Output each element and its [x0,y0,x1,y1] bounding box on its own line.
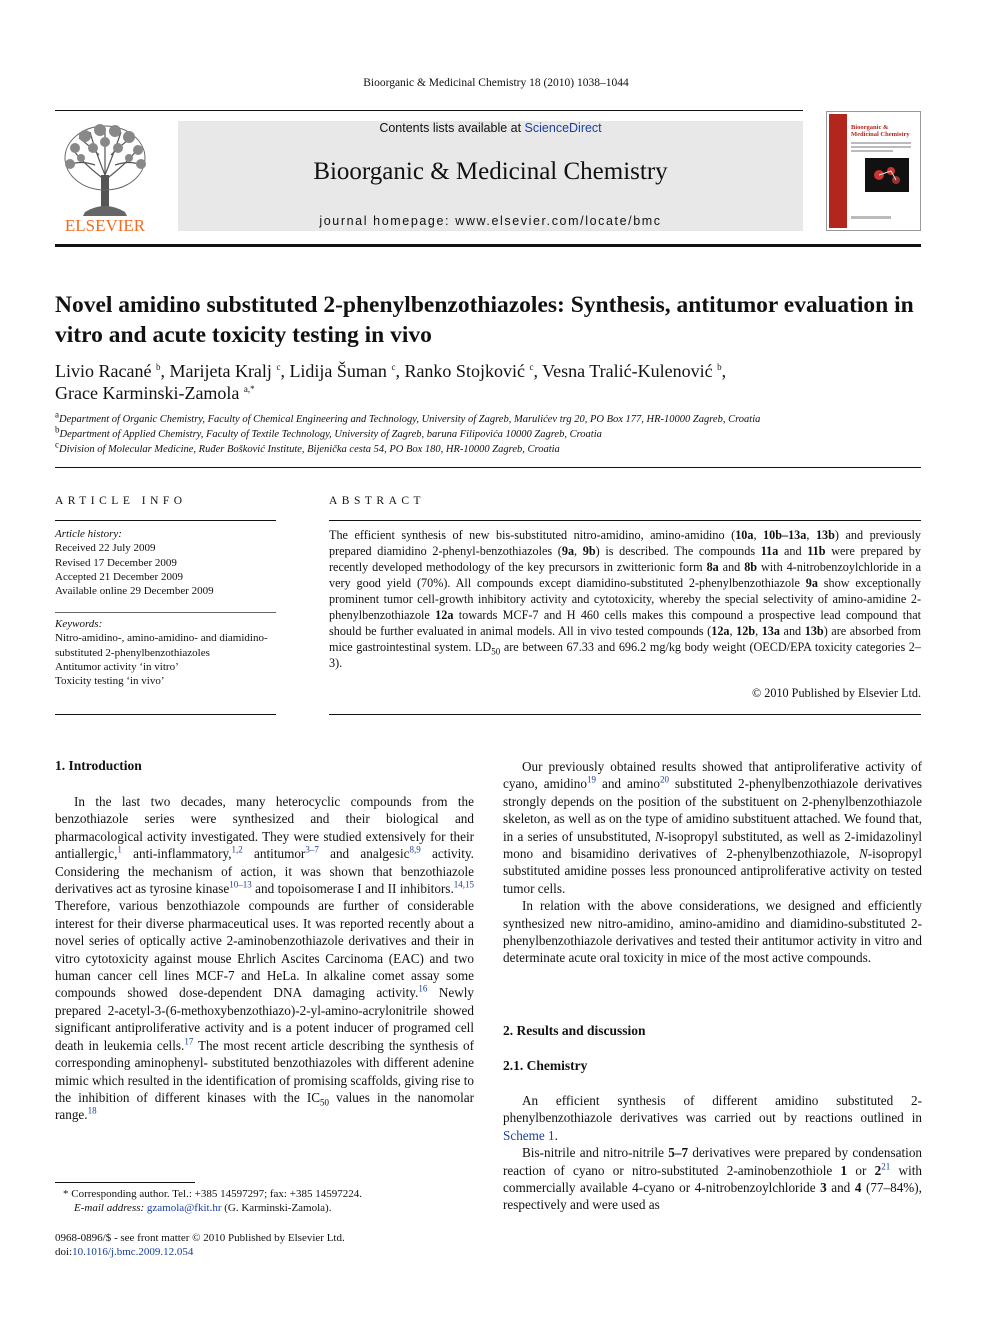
author[interactable]: Marijeta Kralj $^c$ [169,361,281,381]
email-link[interactable]: gzamola@fkit.hr [146,1202,222,1214]
footnotes [55,1187,474,1215]
chemistry-body [503,1092,922,1214]
abstract-copyright: © 2010 Published by Elsevier Ltd. [751,686,921,700]
author[interactable]: Ranko Stojković $^c$ [404,361,534,381]
reference-link[interactable]: 21 [881,1161,891,1172]
paragraph: Bis-nitrile and nitro-nitrile 5–7 derivatives were prepared by condensation reaction of cyano or nitro-substituted 2-aminobenzothiole 1 or $2^{21}$ with commercially available 4-cyano or 4-nitrobenzoylchloride 3 and 4 (77–84%), respectively and were used as [503,1145,923,1213]
cover-footer [851,216,891,219]
keywords [55,617,276,688]
history-revised: Revised 17 December 2009 [55,556,177,569]
elsevier-wordmark: ELSEVIER [64,216,146,235]
contents-prefix: Contents lists available at [379,121,525,135]
paragraph: In the last two decades, many heterocyclic compounds from the benzothiazole series were synthesized and their biological and pharmacological activity investigated. They were studied extensively for their antiallergic,$^1$ anti-inflammatory,$^{1,2}$ antitumor$^{3-7}$ and analgesic$^{8,9}$ activity. Considering the mechanism of action, it was shown that benzothiazole derivatives act as tyrosine kinase$^{10-13}$ and topoisomerase I and II inhibitors.$^{14,15}$ Therefore, various benzothiazole compounds are further of considerable interest for their diverse pharmaceutical uses. It was reported recently about a novel series of optically active 2-aminobenzothiazole derivatives and their in vitro cytotoxicity against mouse Ehrlich Ascites Carcinoma (EAC) and two human cancer cell lines MCF-7 and HeLa. In alkaline comet assay some compounds showed dose-dependent DNA damaging activity.$^{16}$ Newly prepared 2-acetyl-3-(6-methoxybenzothiazo)-2-yl-amino-acrylonitrile showed significant antiproliferative activity and is a potent inducer of programed cell death in leukemia cells.$^{17}$ The most recent article describing the synthesis of corresponding aminophenyl- substituted benzothiazoles with different adenine mimic which resulted in the identification of promising scaffolds, giving rise to the inhibition of different kinases with the $IC_{50}$ values in the nanomolar range.$^{18}$ [55,794,475,1123]
reference-link[interactable]: 14,15 [453,879,474,890]
author[interactable]: Lidija Šuman $^c$ [289,361,396,381]
article-history [55,527,276,598]
author-list: Livio Racané $^b$, Marijeta Kralj $^c$, Lidija Šuman $^c$, Ranko Stojković $^c$, Vesna Tralić-Kulenović $^b$, Grace Karminski-Zamola $^{a,*}$ [55,361,727,403]
paragraph: Our previously obtained results showed that antiproliferative activity of cyano, amidino$^{19}$ and amino$^{20}$ substituted 2-phenylbenzothiazole derivatives strongly depends on the position of the substituent on 2-phenylbenzothiazole skeleton, as well as on the type of amidino substituent attached. We found that, in a series of unsubstituted, N-isopropyl substituted, as well as 2-imidazolinyl mono and bisamidino derivatives of 2-phenylbenzothiazole, N-isopropyl substituted amidine posses less pronounced antiproliferative activity on tested tumor cells. [503,759,922,896]
article-title: Novel amidino substituted 2-phenylbenzothiazoles: Synthesis, antitumor evaluation in vitro and acute toxicity testing in vivo [55,292,914,348]
section-heading-introduction: 1. Introduction [55,758,142,773]
introduction-body [55,793,474,1124]
paragraph: In relation with the above considerations, we designed and efficiently synthesized new nitro-amidino, amino-amidino and diamidino-substituted 2-phenylbenzothiazole derivatives and tested their antitumor activity in vitro and determinate acute oral toxicity in mice of the most active compounds. [503,898,922,966]
affiliation-c: $^c$Division of Molecular Medicine, Ruđer Bošković Institute, Bijenička cesta 54, PO Box 180, HR-10000 Zagreb, Croatia [55,439,560,455]
reference-link[interactable]: 19 [586,775,596,786]
journal-cover-thumbnail[interactable] [826,111,921,231]
contents-line [178,121,803,135]
reference-link[interactable]: 1 [117,844,122,855]
front-matter [55,1231,474,1259]
section-heading-results: 2. Results and discussion [503,1023,646,1038]
homepage-prefix: journal homepage: [319,214,456,228]
homepage-url-link[interactable]: www.elsevier.com/locate/bmc [455,214,662,228]
reference-link[interactable]: 1,2 [231,844,243,855]
affiliation-a: $^a$Department of Organic Chemistry, Faculty of Chemical Engineering and Technology, University of Zagreb, Marulićev trg 20, PO Box 177, HR-10000 Zagreb, Croatia [55,409,761,425]
doi-line: doi:10.1016/j.bmc.2009.12.054 [55,1246,194,1258]
keyword-item: Toxicity testing ‘in vivo’ [55,675,165,688]
cover-blurb [851,142,911,154]
right-column-body [503,758,922,967]
history-online: Available online 29 December 2009 [55,585,214,598]
issn-line: 0968-0896/$ - see front matter © 2010 Published by Elsevier Ltd. [55,1232,345,1244]
abstract-rule [329,714,921,715]
history-received: Received 22 July 2009 [55,542,156,555]
affiliation-b: $^b$Department of Applied Chemistry, Faculty of Textile Technology, University of Zagreb, baruna Filipovića 10000 Zagreb, Croatia [55,424,602,440]
reference-link[interactable]: 10–13 [229,879,252,890]
journal-homepage [178,214,803,228]
article-info-heading: ARTICLE INFO [55,495,187,507]
section-rule [55,467,921,468]
reference-link[interactable]: 18 [87,1105,97,1116]
history-label: Article history: [55,528,122,540]
author[interactable]: Vesna Tralić-Kulenović $^b$ [542,361,722,381]
corresponding-author-note: * Corresponding author. Tel.: +385 14597297; fax: +385 14597224. [63,1188,362,1200]
reference-link[interactable]: 3–7 [305,844,319,855]
doi-link[interactable]: 10.1016/j.bmc.2009.12.054 [72,1246,194,1258]
abstract-body: The efficient synthesis of new bis-substituted nitro-amidino, amino-amidino (10a, 10b–13a, 13b) and previously prepared diamidino 2-phenyl-benzothiazoles (9a, 9b) is described. The compounds 11a and 11b were prepared by recently developed methodology of the key precursors in zwitterionic form 8a and 8b with 4-nitrobenzoylchloride in a very good yield (70%). All compounds except diamidino-substituted 2-phenylbenzothiazole 9a show exceptionally prominent tumor cell-growth inhibitory activity and cytotoxicity, whereby the special selectivity of amino-amidine 2-phenylbenzothiazole 12a towards MCF-7 and H 460 cells makes this compound a prospective lead compound that should be further evaluated in animal models. All in vivo tested compounds (12a, 12b, 13a and 13b) are absorbed from mice gastrointestinal system. $LD_{50}$ are between 67.33 and 696.2 mg/kg body weight (OECD/EPA toxicity categories 2–3). [329,528,922,670]
reference-link[interactable]: 8,9 [409,844,421,855]
article-info-rule [55,612,276,613]
keyword-item: Antitumor activity ‘in vitro’ [55,660,179,673]
email-note: E-mail address: gzamola@fkit.hr (G. Karminski-Zamola). [74,1202,332,1214]
cover-spine [829,114,847,228]
subsection-heading-chemistry: 2.1. Chemistry [503,1058,588,1073]
scheme-link[interactable]: Scheme 1 [503,1127,555,1143]
author[interactable]: Grace Karminski-Zamola $^{a,*}$ [55,383,255,403]
keyword-item: Nitro-amidino-, amino-amidino- and diamidino-substituted 2-phenylbenzothiazoles [55,632,268,659]
reference-link[interactable]: 17 [184,1036,194,1047]
elsevier-tree-icon [55,120,155,235]
cover-title: Bioorganic & Medicinal Chemistry [851,124,910,138]
author[interactable]: Livio Racané $^b$ [55,361,161,381]
elsevier-logo[interactable] [55,120,155,235]
sciencedirect-link[interactable]: ScienceDirect [524,121,602,135]
header-rule [55,110,803,111]
history-accepted: Accepted 21 December 2009 [55,570,183,583]
header-rule-thick [55,244,921,247]
abstract-heading: ABSTRACT [329,495,426,507]
journal-citation: Bioorganic & Medicinal Chemistry 18 (2010) 1038–1044 [363,77,629,89]
keywords-label: Keywords: [55,618,103,630]
reference-link[interactable]: 16 [418,984,428,995]
abstract-rule [329,520,921,521]
reference-link[interactable]: 20 [659,775,669,786]
article-info-rule [55,520,276,521]
article-info-rule [55,714,276,715]
footnote-rule [55,1182,195,1183]
molecule-icon [865,158,909,192]
paragraph: An efficient synthesis of different amidino substituted 2-phenylbenzothiazole derivatives was carried out by reactions outlined in Scheme 1. [503,1093,922,1143]
journal-name: Bioorganic & Medicinal Chemistry [313,158,668,185]
cover-image [865,158,909,192]
